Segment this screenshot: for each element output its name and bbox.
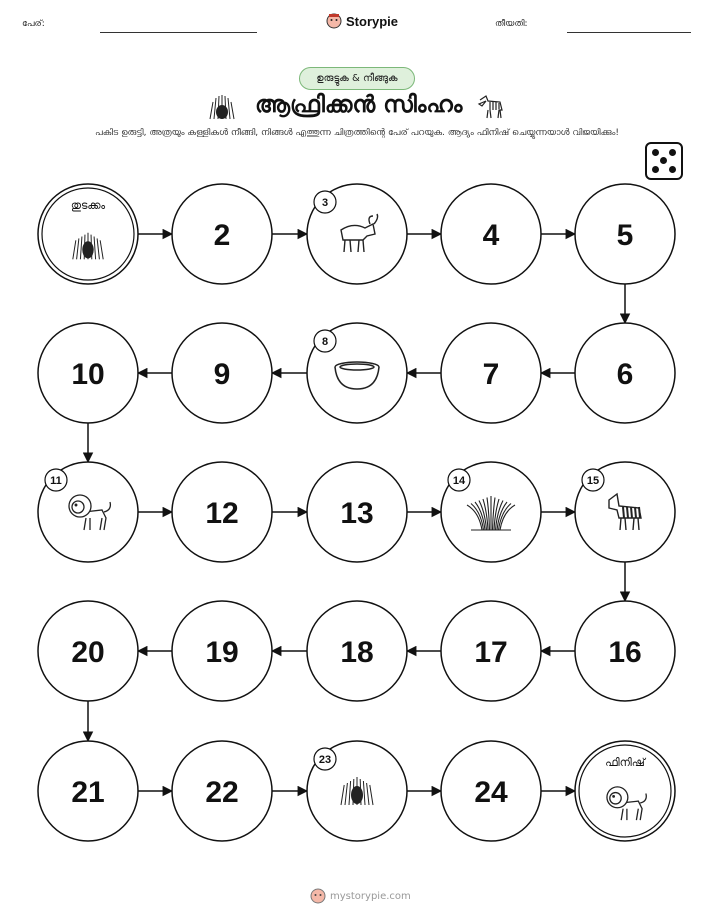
space-number: 5 bbox=[616, 219, 634, 252]
start-label: തുടക്കം bbox=[70, 199, 106, 212]
space-number: 13 bbox=[340, 497, 374, 530]
board-space[interactable] bbox=[575, 601, 675, 701]
space-number: 7 bbox=[482, 358, 500, 391]
board-space[interactable] bbox=[38, 462, 138, 562]
space-number: 21 bbox=[71, 776, 105, 809]
space-number: 10 bbox=[71, 358, 105, 391]
start-space[interactable] bbox=[38, 184, 138, 284]
board-space[interactable] bbox=[575, 184, 675, 284]
footer bbox=[310, 888, 411, 904]
instructions: പകിട ഉരുട്ടി, അത്രയും കള്ളികൾ നീങ്ങി, നിങ്ങൾ എത്തുന്ന ചിത്രത്തിന്റെ പേര് പറയുക. ആദ്യം ഫിനിഷ് ചെയ്യുന്നയാൾ വിജയിക്കും! bbox=[95, 128, 619, 138]
board-space[interactable] bbox=[441, 323, 541, 423]
finish-space[interactable] bbox=[575, 741, 675, 841]
name-label: പേര്: bbox=[22, 19, 45, 29]
space-number: 19 bbox=[205, 636, 239, 669]
board-space[interactable] bbox=[307, 462, 407, 562]
board-space[interactable] bbox=[307, 323, 407, 423]
space-number: 22 bbox=[205, 776, 239, 809]
board-space[interactable] bbox=[172, 601, 272, 701]
board-space[interactable] bbox=[575, 462, 675, 562]
space-number: 9 bbox=[213, 358, 231, 391]
space-number: 12 bbox=[205, 497, 239, 530]
space-number-badge: 11 bbox=[50, 475, 62, 487]
page-title: ആഫ്രിക്കൻ സിംഹം bbox=[255, 92, 463, 118]
space-number-badge: 14 bbox=[452, 475, 466, 487]
board-space[interactable] bbox=[38, 601, 138, 701]
game-type-pill: ഉരുട്ടുക & നീങ്ങുക bbox=[299, 67, 415, 90]
space-number: 17 bbox=[474, 636, 508, 669]
board-space[interactable] bbox=[441, 741, 541, 841]
space-number: 24 bbox=[474, 776, 508, 809]
space-number: 4 bbox=[482, 219, 500, 252]
board-space[interactable] bbox=[172, 184, 272, 284]
date-label: തീയതി: bbox=[495, 19, 528, 29]
brand-name: Storypie bbox=[346, 13, 399, 29]
board-space[interactable] bbox=[172, 462, 272, 562]
finish-label: ഫിനിഷ് bbox=[605, 756, 645, 769]
board-space[interactable] bbox=[441, 462, 541, 562]
storypie-mascot-icon bbox=[310, 888, 326, 904]
space-number-badge: 3 bbox=[321, 197, 329, 209]
space-number: 6 bbox=[616, 358, 634, 391]
space-number-badge: 8 bbox=[321, 336, 329, 348]
board-space[interactable] bbox=[172, 323, 272, 423]
space-number: 18 bbox=[340, 636, 374, 669]
footer-url: mystorypie.com bbox=[330, 890, 411, 902]
board-space[interactable] bbox=[307, 184, 407, 284]
space-number: 2 bbox=[213, 219, 231, 252]
space-number-badge: 23 bbox=[318, 754, 332, 766]
space-number: 20 bbox=[71, 636, 105, 669]
board-space[interactable] bbox=[307, 601, 407, 701]
space-number: 16 bbox=[608, 636, 642, 669]
board-space[interactable] bbox=[38, 323, 138, 423]
board-space[interactable] bbox=[575, 323, 675, 423]
board-space[interactable] bbox=[307, 741, 407, 841]
space-number-badge: 15 bbox=[586, 475, 600, 487]
board-space[interactable] bbox=[441, 601, 541, 701]
board-space[interactable] bbox=[38, 741, 138, 841]
board-space[interactable] bbox=[172, 741, 272, 841]
board-space[interactable] bbox=[441, 184, 541, 284]
